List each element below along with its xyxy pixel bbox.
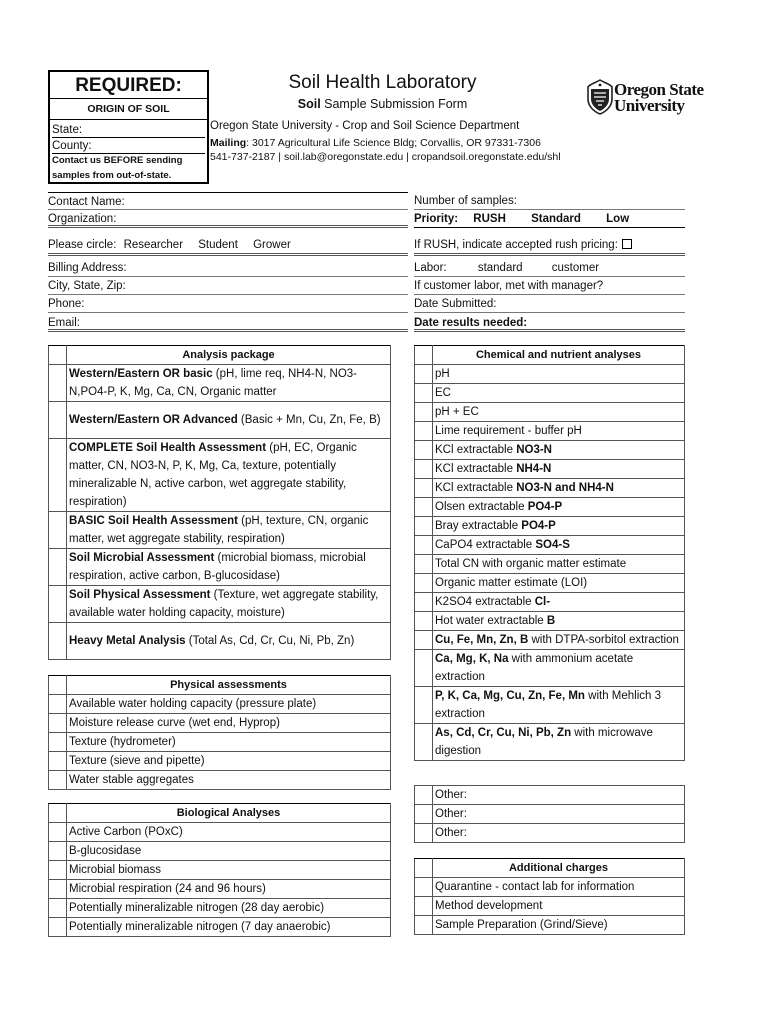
role-student[interactable]: Student — [198, 239, 238, 251]
checkbox[interactable] — [49, 861, 67, 880]
origin-of-soil-box — [48, 70, 209, 184]
analysis-package-table — [48, 345, 391, 660]
list-item: Microbial biomass — [67, 861, 391, 880]
list-item: Olsen extractable PO4-P — [433, 498, 685, 517]
physical-assessments-title: Physical assessments — [67, 676, 391, 695]
other-table — [414, 785, 685, 843]
checkbox[interactable] — [49, 549, 67, 586]
additional-charges-title: Additional charges — [433, 859, 685, 878]
checkbox[interactable] — [49, 512, 67, 549]
state-label: State: — [52, 124, 83, 136]
other-field[interactable]: Other: — [433, 786, 685, 805]
list-item: Organic matter estimate (LOI) — [433, 574, 685, 593]
list-item: K2SO4 extractable Cl- — [433, 593, 685, 612]
checkbox[interactable] — [415, 805, 433, 824]
other-field[interactable]: Other: — [433, 824, 685, 843]
list-item: B-glucosidase — [67, 842, 391, 861]
out-of-state-note: Contact us BEFORE sending samples from out-of-state. — [52, 155, 183, 181]
checkbox[interactable] — [49, 899, 67, 918]
checkbox[interactable] — [415, 650, 433, 687]
list-item: Soil Microbial Assessment (microbial biomass, microbial respiration, active carbon, B-glucosidase) — [67, 549, 391, 586]
list-item: Quarantine - contact lab for information — [433, 878, 685, 897]
list-item: KCl extractable NO3-N and NH4-N — [433, 479, 685, 498]
list-item: CaPO4 extractable SO4-S — [433, 536, 685, 555]
list-item: Available water holding capacity (pressure plate) — [67, 695, 391, 714]
list-item: Cu, Fe, Mn, Zn, B with DTPA-sorbitol extraction — [433, 631, 685, 650]
list-item: KCl extractable NH4-N — [433, 460, 685, 479]
chemical-analyses-table — [414, 345, 685, 761]
checkbox[interactable] — [415, 612, 433, 631]
checkbox[interactable] — [49, 733, 67, 752]
checkbox[interactable] — [415, 574, 433, 593]
checkbox[interactable] — [49, 880, 67, 899]
biological-analyses-table — [48, 803, 391, 937]
number-of-samples-field[interactable]: Number of samples: — [414, 192, 685, 210]
checkbox[interactable] — [415, 498, 433, 517]
rush-pricing-checkbox[interactable] — [622, 239, 632, 249]
county-label: County: — [52, 140, 92, 152]
list-item: pH + EC — [433, 403, 685, 422]
checkbox[interactable] — [415, 365, 433, 384]
list-item: P, K, Ca, Mg, Cu, Zn, Fe, Mn with Mehlich 3 extraction — [433, 687, 685, 724]
checkbox[interactable] — [415, 536, 433, 555]
lab-title: Soil Health Laboratory — [288, 72, 477, 93]
checkbox[interactable] — [49, 823, 67, 842]
checkbox[interactable] — [415, 593, 433, 612]
priority-rush[interactable]: RUSH — [473, 213, 506, 225]
list-item: KCl extractable NO3-N — [433, 441, 685, 460]
list-item: EC — [433, 384, 685, 403]
osu-logo-icon — [586, 79, 614, 115]
list-item: Potentially mineralizable nitrogen (28 day aerobic) — [67, 899, 391, 918]
checkbox[interactable] — [49, 842, 67, 861]
checkbox[interactable] — [49, 918, 67, 937]
city-state-zip-field[interactable]: City, State, Zip: — [48, 277, 408, 295]
required-title: REQUIRED: — [50, 73, 207, 99]
checkbox[interactable] — [415, 479, 433, 498]
other-field[interactable]: Other: — [433, 805, 685, 824]
list-item: Western/Eastern OR basic (pH, lime req, NH4-N, NO3-N,PO4-P, K, Mg, Ca, CN, Organic matter — [67, 365, 391, 402]
checkbox[interactable] — [415, 724, 433, 761]
labor-customer[interactable]: customer — [551, 262, 600, 274]
labor-standard[interactable]: standard — [477, 262, 523, 274]
checkbox[interactable] — [415, 555, 433, 574]
priority-standard[interactable]: Standard — [531, 213, 581, 225]
checkbox[interactable] — [415, 384, 433, 403]
state-field[interactable] — [52, 122, 205, 138]
list-item: BASIC Soil Health Assessment (pH, texture, CN, organic matter, wet aggregate stability, respiration) — [67, 512, 391, 549]
role-circle-field[interactable]: Please circle: Researcher Student Grower — [48, 236, 408, 256]
list-item: Bray extractable PO4-P — [433, 517, 685, 536]
physical-assessments-table — [48, 675, 391, 790]
list-item: Microbial respiration (24 and 96 hours) — [67, 880, 391, 899]
checkbox[interactable] — [49, 623, 67, 660]
list-item: Moisture release curve (wet end, Hyprop) — [67, 714, 391, 733]
list-item: Lime requirement - buffer pH — [433, 422, 685, 441]
role-grower[interactable]: Grower — [253, 239, 291, 251]
list-item: Hot water extractable B — [433, 612, 685, 631]
logo-text: University — [614, 96, 685, 115]
checkbox[interactable] — [49, 771, 67, 790]
biological-analyses-title: Biological Analyses — [67, 804, 391, 823]
checkbox[interactable] — [415, 916, 433, 935]
list-item: Sample Preparation (Grind/Sieve) — [433, 916, 685, 935]
rush-pricing-field: If RUSH, indicate accepted rush pricing: — [414, 236, 685, 256]
checkbox[interactable] — [415, 786, 433, 805]
checkbox[interactable] — [415, 403, 433, 422]
list-item: Total CN with organic matter estimate — [433, 555, 685, 574]
list-item: Ca, Mg, K, Na with ammonium acetate extraction — [433, 650, 685, 687]
mailing-address: Mailing: 3017 Agricultural Life Science Bldg; Corvallis, OR 97331-7306 — [210, 137, 541, 149]
chemical-analyses-title: Chemical and nutrient analyses — [433, 346, 685, 365]
list-item: Potentially mineralizable nitrogen (7 day anaerobic) — [67, 918, 391, 937]
list-item: Active Carbon (POxC) — [67, 823, 391, 842]
customer-labor-field[interactable]: If customer labor, met with manager? — [414, 277, 685, 295]
list-item: pH — [433, 365, 685, 384]
date-needed-field[interactable]: Date results needed: — [414, 314, 685, 332]
department-line: Oregon State University - Crop and Soil Science Department — [210, 120, 520, 132]
list-item: Heavy Metal Analysis (Total As, Cd, Cr, Cu, Ni, Pb, Zn) — [67, 623, 391, 660]
checkbox[interactable] — [49, 752, 67, 771]
checkbox[interactable] — [415, 460, 433, 479]
checkbox[interactable] — [415, 897, 433, 916]
checkbox[interactable] — [49, 439, 67, 512]
contact-info-line: 541-737-2187 | soil.lab@oregonstate.edu | cropandsoil.oregonstate.edu/shl — [210, 151, 561, 163]
role-researcher[interactable]: Researcher — [123, 239, 184, 251]
checkbox[interactable] — [415, 878, 433, 897]
organization-field[interactable]: Organization: — [48, 210, 408, 228]
list-item: Western/Eastern OR Advanced (Basic + Mn, Cu, Zn, Fe, B) — [67, 402, 391, 439]
checkbox[interactable] — [415, 441, 433, 460]
checkbox[interactable] — [415, 517, 433, 536]
labor-field[interactable]: Labor: standard customer — [414, 259, 685, 277]
list-item: Texture (sieve and pipette) — [67, 752, 391, 771]
list-item: Method development — [433, 897, 685, 916]
list-item: Water stable aggregates — [67, 771, 391, 790]
billing-address-field[interactable]: Billing Address: — [48, 259, 408, 277]
email-field[interactable]: Email: — [48, 314, 408, 332]
date-submitted-field[interactable]: Date Submitted: — [414, 295, 685, 313]
list-item: As, Cd, Cr, Cu, Ni, Pb, Zn with microwave digestion — [433, 724, 685, 761]
priority-low[interactable]: Low — [606, 213, 630, 225]
checkbox[interactable] — [49, 695, 67, 714]
priority-field[interactable]: Priority: RUSH Standard Low — [414, 210, 685, 228]
checkbox[interactable] — [49, 402, 67, 439]
list-item: Texture (hydrometer) — [67, 733, 391, 752]
list-item: Soil Physical Assessment (Texture, wet aggregate stability, available water holding capacity, moisture) — [67, 586, 391, 623]
form-title: Soil Sample Submission Form — [297, 97, 468, 111]
origin-of-soil-label: ORIGIN OF SOIL — [50, 99, 207, 120]
checkbox[interactable] — [415, 631, 433, 650]
checkbox[interactable] — [415, 422, 433, 441]
phone-field[interactable]: Phone: — [48, 295, 408, 313]
county-field[interactable] — [52, 138, 205, 154]
checkbox[interactable] — [49, 586, 67, 623]
checkbox[interactable] — [49, 714, 67, 733]
additional-charges-table — [414, 858, 685, 935]
list-item: COMPLETE Soil Health Assessment (pH, EC, Organic matter, CN, NO3-N, P, K, Mg, Ca, texture, potentially mineralizable N, active carbon, wet aggregate stability, respiration) — [67, 439, 391, 512]
logo-text: Oregon State — [614, 80, 704, 99]
checkbox[interactable] — [415, 687, 433, 724]
checkbox[interactable] — [49, 365, 67, 402]
analysis-package-title: Analysis package — [67, 346, 391, 365]
contact-name-field[interactable]: Contact Name: — [48, 192, 408, 210]
checkbox[interactable] — [415, 824, 433, 843]
